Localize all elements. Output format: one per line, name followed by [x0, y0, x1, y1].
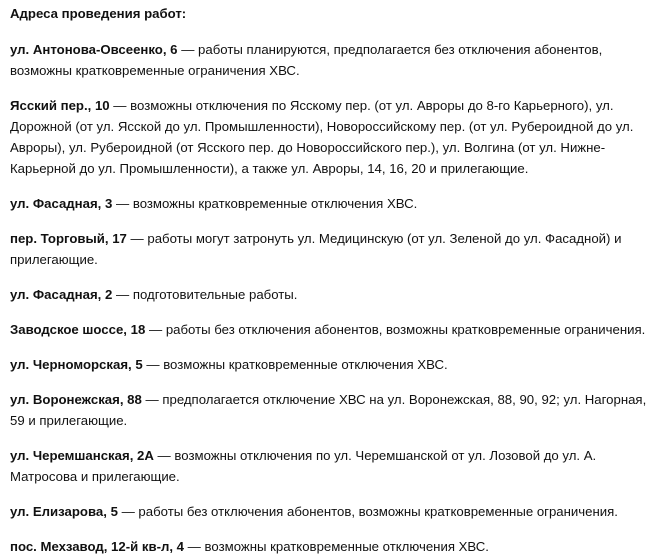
- list-item: [10, 536, 651, 557]
- entry-address: пер. Торговый, 17: [10, 231, 127, 246]
- entry-separator: —: [117, 504, 139, 519]
- list-item: [10, 445, 651, 487]
- list-item: [10, 193, 651, 214]
- list-item: [10, 39, 651, 81]
- entry-separator: —: [109, 98, 131, 113]
- entry-separator: —: [142, 357, 164, 372]
- page-title: Адреса проведения работ:: [10, 6, 187, 21]
- entry-address: пос. Мехзавод, 12-й кв-л, 4: [10, 539, 185, 554]
- entry-separator: —: [112, 287, 133, 302]
- entry-separator: —: [145, 322, 166, 337]
- entry-address: ул. Черноморская, 5: [10, 357, 143, 372]
- list-item: [10, 354, 651, 375]
- entry-address: ул. Антонова-Овсеенко, 6: [10, 42, 178, 57]
- list-item: [10, 389, 651, 431]
- entry-text: возможны отключения по ул. Черемшанской от ул. Лозовой до ул. А. Матросова и прилегающие.: [10, 448, 597, 484]
- entry-text: возможны кратковременные отключения ХВС.: [132, 196, 418, 211]
- entry-text: работы без отключения абонентов, возможны кратковременные ограничения.: [165, 322, 646, 337]
- entry-text: работы могут затронуть ул. Медицинскую (от ул. Зеленой до ул. Фасадной) и прилегающие.: [10, 231, 622, 267]
- entry-address: ул. Фасадная, 3: [10, 196, 113, 211]
- entry-address: ул. Фасадная, 2: [10, 287, 113, 302]
- entry-separator: —: [153, 448, 175, 463]
- entry-text: подготовительные работы.: [132, 287, 298, 302]
- entry-address: Ясский пер., 10: [10, 98, 110, 113]
- entry-address: ул. Елизарова, 5: [10, 504, 118, 519]
- entry-address: ул. Воронежская, 88: [10, 392, 142, 407]
- entry-text: работы планируются, предполагается без отключения абонентов, возможны кратковременные ограничения ХВС.: [10, 42, 603, 78]
- entry-text: предполагается отключение ХВС на ул. Воронежская, 88, 90, 92; ул. Нагорная, 59 и прилегающие.: [10, 392, 647, 428]
- entry-text: возможны отключения по Ясскому пер. (от ул. Авроры до 8-го Карьерного), ул. Дорожной (от ул. Ясской до ул. Промышленности), Новороссийскому пер. (от ул. Рубероидной до ул. Авроры), ул. Рубероидной (от Ясского пер. до Новороссийского пер.), ул. Волгина (от ул. Нижне-Карьерной до ул. Промышленности), а также ул. Авроры, 14, 16, 20 и прилегающие.: [10, 98, 634, 176]
- list-item: [10, 95, 651, 179]
- entry-separator: —: [112, 196, 133, 211]
- list-item: [10, 284, 651, 305]
- list-item: [10, 501, 651, 522]
- list-item: [10, 228, 651, 270]
- entry-separator: —: [184, 539, 205, 554]
- entry-separator: —: [126, 231, 148, 246]
- list-item: [10, 319, 651, 340]
- entry-text: возможны кратковременные отключения ХВС.: [163, 357, 448, 372]
- entry-address: ул. Черемшанская, 2А: [10, 448, 154, 463]
- entry-text: возможны кратковременные отключения ХВС.: [204, 539, 489, 554]
- entry-text: работы без отключения абонентов, возможны кратковременные ограничения.: [138, 504, 618, 519]
- entry-separator: —: [141, 392, 163, 407]
- entry-address: Заводское шоссе, 18: [10, 322, 146, 337]
- entry-separator: —: [177, 42, 199, 57]
